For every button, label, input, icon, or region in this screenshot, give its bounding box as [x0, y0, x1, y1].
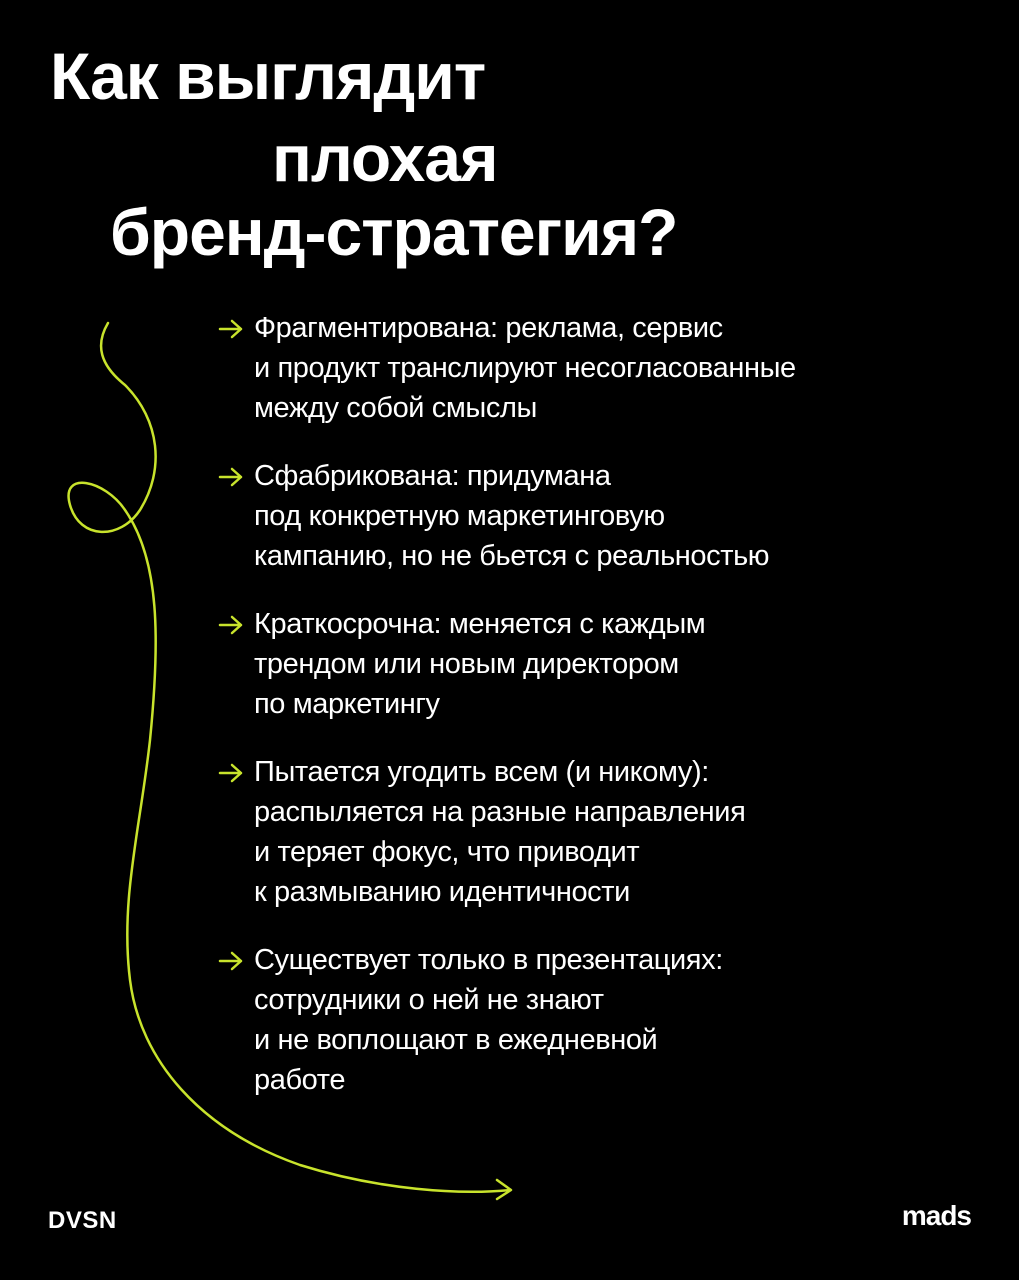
list-item [218, 456, 918, 576]
item-text-line: и не воплощают в ежедневной [254, 1024, 658, 1056]
brand-logo-dvsn: DVSN [48, 1207, 117, 1234]
item-text-line: под конкретную маркетинговую [254, 500, 665, 532]
title-line-3: бренд-стратегия? [110, 195, 678, 269]
item-text-line: Существует только в презентациях: [254, 944, 723, 976]
item-text-line: сотрудники о ней не знают [254, 984, 604, 1016]
item-text-line: трендом или новым директором [254, 648, 679, 680]
item-text-line: распыляется на разные направления [254, 796, 746, 828]
item-text-line: Сфабрикована: придумана [254, 460, 611, 492]
item-text-line: и теряет фокус, что приводит [254, 836, 640, 868]
arrow-right-icon [218, 466, 244, 488]
arrow-right-icon [218, 318, 244, 340]
title-line-1: Как выглядит [50, 39, 486, 113]
item-text-line: Краткосрочна: меняется с каждым [254, 608, 706, 640]
item-text-line: кампанию, но не бьется с реальностью [254, 540, 770, 572]
title-line-2: плохая [272, 121, 498, 195]
item-text-line: между собой смыслы [254, 392, 537, 424]
item-text-line: Фрагментирована: реклама, сервис [254, 312, 723, 344]
list-item [218, 940, 918, 1100]
item-text-line: работе [254, 1064, 346, 1096]
arrow-right-icon [218, 614, 244, 636]
arrow-right-icon [218, 762, 244, 784]
list-item [218, 752, 918, 912]
list-item [218, 308, 918, 428]
brand-logo-mads: mads [901, 1200, 971, 1231]
item-text-line: по маркетингу [254, 688, 440, 720]
item-text-line: и продукт транслируют несогласованные [254, 352, 796, 384]
item-text-line: к размыванию идентичности [254, 876, 630, 908]
arrow-right-icon [218, 950, 244, 972]
item-text-line: Пытается угодить всем (и никому): [254, 756, 709, 788]
bullet-list [218, 308, 918, 1128]
list-item [218, 604, 918, 724]
